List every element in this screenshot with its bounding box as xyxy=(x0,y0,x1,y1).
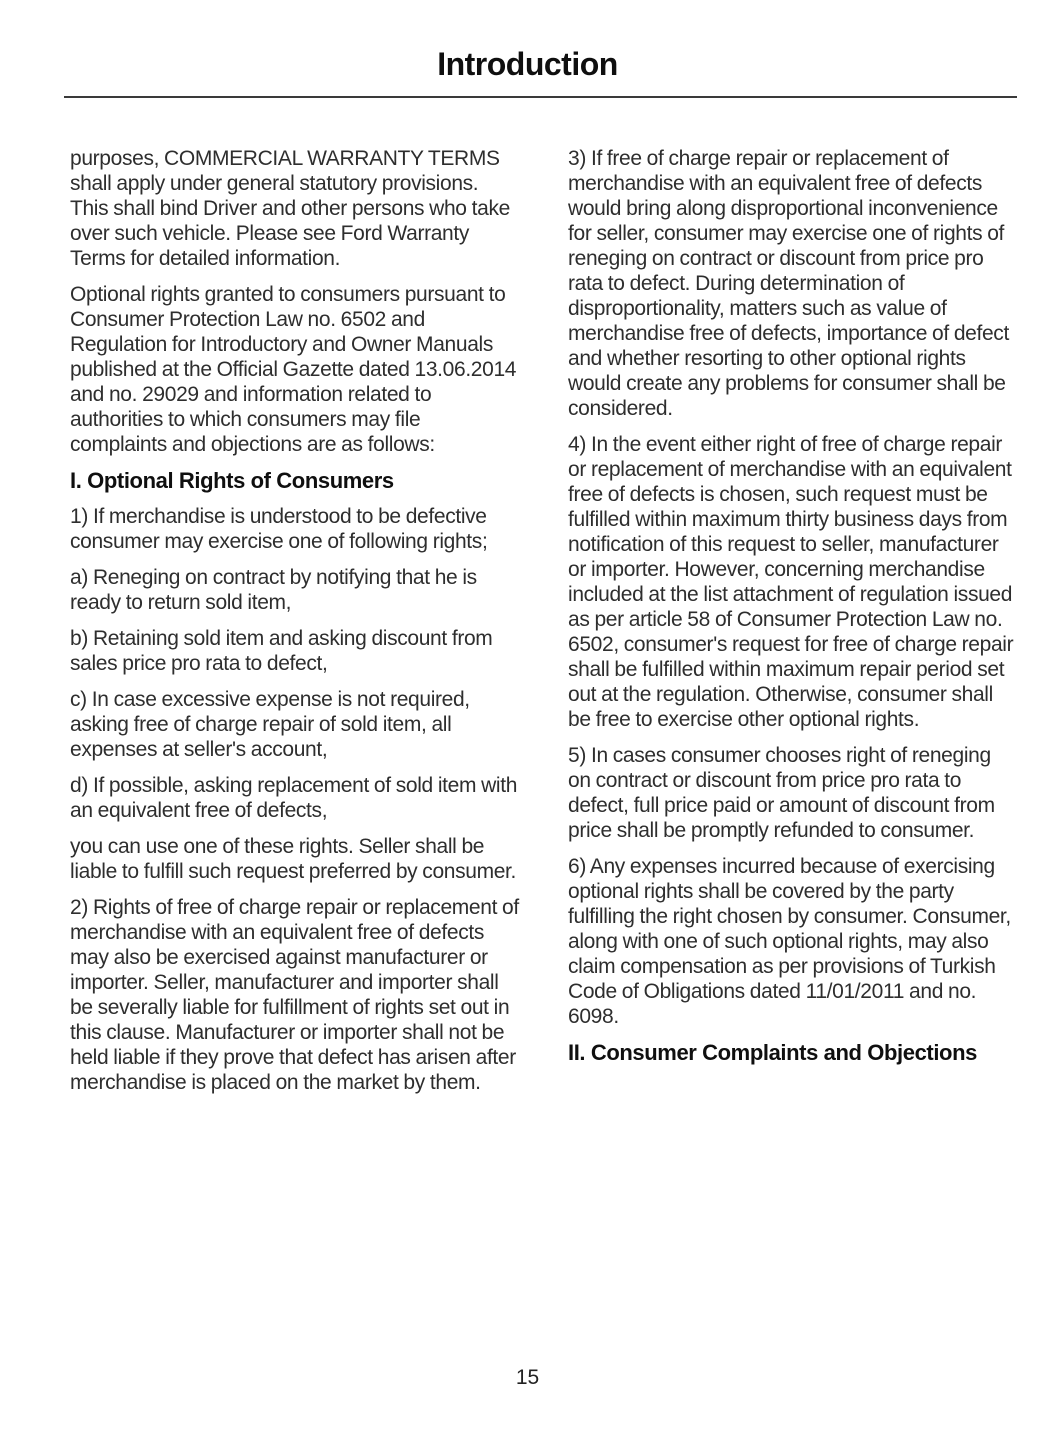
paragraph-item-6: 6) Any expenses incurred because of exercising optional rights shall be covered by the party fulfilling the right chosen by consumer. Consumer, along with one of such optional rights, may also claim compensation as per provisions of Turkish Code of Obligations dated 11/01/2011 and no. 6098. xyxy=(568,855,1011,1028)
paragraph-item-5: 5) In cases consumer chooses right of reneging on contract or discount from price pro rata to defect, full price paid or amount of discount from price shall be promptly refunded to consumer. xyxy=(568,744,995,842)
right-column xyxy=(568,146,1018,1106)
page-number: 15 xyxy=(515,1366,540,1389)
paragraph-optional-rights-intro: Optional rights granted to consumers pursuant to Consumer Protection Law no. 6502 and Regulation for Introductory and Owner Manuals published at the Official Gazette dated 13.06.2014 and no. 29029 and information related to authorities to which consumers may file complaints and objections are as follows: xyxy=(70,283,517,456)
section-heading-consumer-complaints: II. Consumer Complaints and Objections xyxy=(568,1040,977,1065)
paragraph-item-1: 1) If merchandise is understood to be defective consumer may exercise one of following rights; xyxy=(70,505,488,553)
paragraph-item-a: a) Reneging on contract by notifying that he is ready to return sold item, xyxy=(70,566,477,614)
paragraph-purposes-warranty: purposes, COMMERCIAL WARRANTY TERMS shall apply under general statutory provisions. This shall bind Driver and other persons who take over such vehicle. Please see Ford Warranty Terms for detailed information. xyxy=(70,147,510,270)
content-columns xyxy=(0,98,1055,1106)
paragraph-item-c: c) In case excessive expense is not required, asking free of charge repair of sold item, all expenses at seller's account, xyxy=(70,688,470,761)
paragraph-item-d: d) If possible, asking replacement of sold item with an equivalent free of defects, xyxy=(70,774,518,822)
paragraph-item-4: 4) In the event either right of free of charge repair or replacement of merchandise with an equivalent free of defects is chosen, such request must be fulfilled within maximum thirty business days from notification of this request to seller, manufacturer or importer. However, concerning merchandise included at the list attachment of regulation issued as per article 58 of Consumer Protection Law no. 6502, consumer's request for free of charge repair shall be fulfilled within maximum repair period set out at the regulation. Otherwise, consumer shall be free to exercise other optional rights. xyxy=(568,433,1014,731)
left-column xyxy=(70,146,520,1106)
paragraph-rights-usage: you can use one of these rights. Seller shall be liable to fulfill such request preferred by consumer. xyxy=(70,835,517,883)
paragraph-item-2: 2) Rights of free of charge repair or replacement of merchandise with an equivalent free of defects may also be exercised against manufacturer or importer. Seller, manufacturer and importer shall be severally liable for fulfillment of rights set out in this clause. Manufacturer or importer shall not be held liable if they prove that defect has arisen after merchandise is placed on the market by them. xyxy=(70,896,519,1094)
page-header xyxy=(0,0,1055,98)
paragraph-item-3: 3) If free of charge repair or replacement of merchandise with an equivalent free of defects would bring along disproportional inconvenience for seller, consumer may exercise one of rights of reneging on contract or discount from price pro rata to defect. During determination of disproportionality, matters such as value of merchandise free of defects, importance of defect and whether resorting to other optional rights would create any problems for consumer shall be considered. xyxy=(568,147,1009,420)
paragraph-item-b: b) Retaining sold item and asking discount from sales price pro rata to defect, xyxy=(70,627,493,675)
page-title: Introduction xyxy=(437,46,618,82)
section-heading-optional-rights: I. Optional Rights of Consumers xyxy=(70,468,394,493)
page-footer xyxy=(0,1366,1055,1390)
